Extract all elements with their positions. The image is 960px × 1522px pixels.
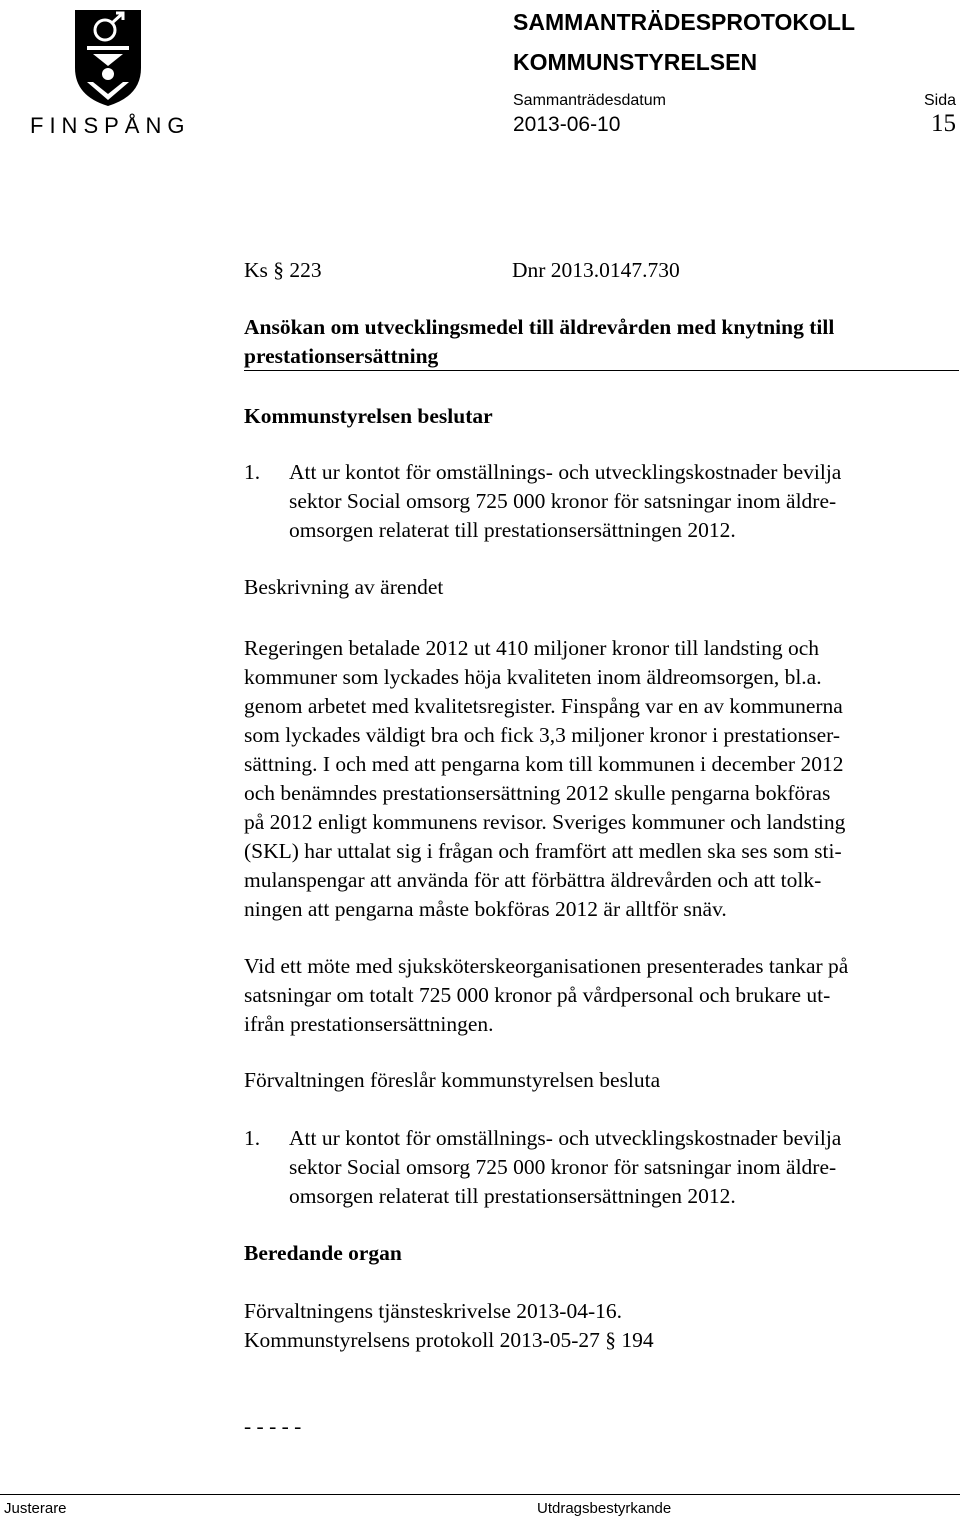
description-line: mulanspengar att använda för att förbättra äldrevården och att tolk- — [244, 868, 822, 892]
logo-wordmark: FINSPÅNG — [30, 113, 191, 138]
decision-line: Att ur kontot för omställnings- och utvecklingskostnader bevilja — [289, 460, 842, 484]
description-line: på 2012 enligt kommunens revisor. Sveriges kommuner och landsting — [244, 810, 846, 834]
description-line: Regeringen betalade 2012 ut 410 miljoner kronor till landsting och — [244, 636, 819, 660]
proposal-heading: Förvaltningen föreslår kommunstyrelsen besluta — [244, 1068, 661, 1092]
description-line: ifrån prestationsersättningen. — [244, 1012, 494, 1036]
proposal-line: sektor Social omsorg 725 000 kronor för satsningar inom äldre- — [289, 1155, 837, 1179]
footer-adjuster-label: Justerare — [4, 1500, 67, 1517]
preparatory-line: Kommunstyrelsens protokoll 2013-05-27 § 194 — [244, 1328, 654, 1352]
ks-number: Ks § 223 — [244, 258, 322, 282]
description-line: sättning. I och med att pengarna kom till kommunen i december 2012 — [244, 752, 844, 776]
proposal-line: omsorgen relaterat till prestationsersättningen 2012. — [289, 1184, 736, 1208]
meeting-date: 2013-06-10 — [513, 113, 621, 136]
protocol-title: SAMMANTRÄDESPROTOKOLL — [513, 9, 856, 35]
end-marker: - - - - - — [244, 1414, 302, 1438]
preparatory-heading: Beredande organ — [244, 1241, 402, 1265]
preparatory-line: Förvaltningens tjänsteskrivelse 2013-04-16. — [244, 1299, 622, 1323]
decision-item-number: 1. — [244, 460, 261, 484]
proposal-line: Att ur kontot för omställnings- och utvecklingskostnader bevilja — [289, 1126, 842, 1150]
footer-divider — [0, 1494, 960, 1495]
decision-heading: Kommunstyrelsen beslutar — [244, 404, 493, 428]
decision-line: omsorgen relaterat till prestationsersättningen 2012. — [289, 518, 736, 542]
description-line: kommuner som lyckades höja kvaliteten inom äldreomsorgen, bl.a. — [244, 665, 822, 689]
page-number: 15 — [931, 110, 956, 137]
description-line: och benämndes prestationsersättning 2012 skulle pengarna bokföras — [244, 781, 831, 805]
description-heading: Beskrivning av ärendet — [244, 575, 444, 599]
footer-certification-label: Utdragsbestyrkande — [537, 1500, 672, 1517]
title-underline — [244, 370, 959, 371]
description-line: genom arbetet med kvalitetsregister. Finspång var en av kommunerna — [244, 694, 843, 718]
description-line: Vid ett möte med sjuksköterskeorganisationen presenterades tankar på — [244, 954, 849, 978]
dnr-number: Dnr 2013.0147.730 — [512, 258, 680, 282]
description-line: (SKL) har uttalat sig i frågan och framfört att medlen ska ses som sti- — [244, 839, 842, 863]
description-line: som lyckades väldigt bra och fick 3,3 miljoner kronor i prestationser- — [244, 723, 841, 747]
case-title-line: Ansökan om utvecklingsmedel till äldrevården med knytning till — [244, 315, 835, 339]
page-label: Sida — [923, 92, 956, 109]
case-title-line: prestationsersättning — [244, 344, 439, 368]
coat-of-arms-icon — [73, 8, 143, 108]
decision-line: sektor Social omsorg 725 000 kronor för satsningar inom äldre- — [289, 489, 837, 513]
proposal-item-number: 1. — [244, 1126, 261, 1150]
description-line: satsningar om totalt 725 000 kronor på vårdpersonal och brukare ut- — [244, 983, 831, 1007]
organisation-name: KOMMUNSTYRELSEN — [513, 49, 758, 75]
meeting-date-label: Sammanträdesdatum — [513, 92, 666, 109]
description-line: ningen att pengarna måste bokföras 2012 är alltför snäv. — [244, 897, 727, 921]
finspang-logo — [30, 8, 191, 138]
